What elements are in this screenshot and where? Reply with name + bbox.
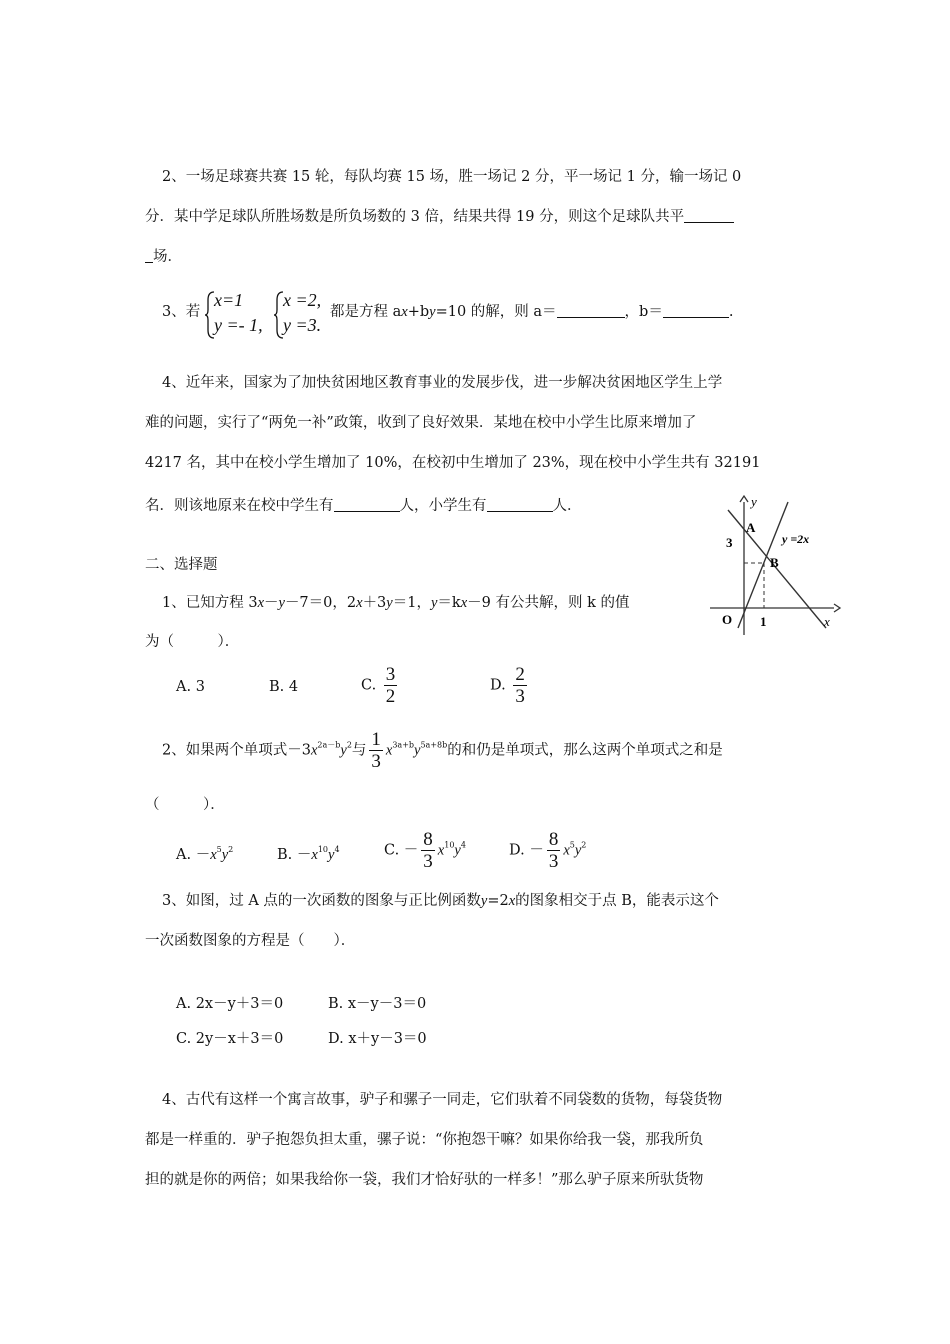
c2-option-a[interactable]: A. $-x^5y^2$: [176, 845, 234, 863]
q4-blank-2: [487, 497, 553, 512]
graph-tick-x: 1: [760, 614, 767, 629]
function-graph: [706, 490, 842, 640]
c1-option-d-label: D.: [490, 677, 506, 694]
c2-d-num: 8: [548, 829, 559, 850]
c2-exp2: 2: [346, 740, 352, 750]
c1-line1c: －7＝0，2: [284, 595, 357, 611]
c3-line1a: 3、如图，过 A 点的一次函数的图象与正比例函数: [162, 893, 481, 909]
c2-d-e2: 2: [581, 840, 587, 850]
c2-exp3: 3a+b: [392, 740, 415, 750]
q2-line3-text: 场．: [153, 249, 182, 265]
c2-d-den: 3: [548, 851, 559, 872]
c2-b-e10: 10: [317, 845, 328, 854]
c2-fraction: [369, 729, 383, 772]
c2-c-num: 8: [423, 829, 433, 850]
c1-line1g: －9 有公共解，则 k 的值: [467, 595, 630, 611]
c2-option-b-label: B. －: [277, 847, 312, 863]
q2-line2: [145, 205, 734, 226]
c3-option-c[interactable]: C. 2y－x＋3＝0: [176, 1031, 284, 1047]
c2-c-den: 3: [423, 851, 433, 872]
c1-line1b: －: [264, 595, 279, 611]
c1-option-b[interactable]: B. 4: [269, 679, 299, 695]
c3-option-d[interactable]: D. x＋y－3＝0: [328, 1031, 427, 1047]
c2-a: 2、如果两个单项式－3: [162, 742, 311, 759]
c2-exp1: 2a－b: [317, 740, 341, 750]
x-axis-arrow: [834, 604, 840, 612]
c1-d-num: 2: [515, 664, 525, 685]
c1-line1a: 1、已知方程 3: [162, 595, 258, 611]
c2-den: 3: [371, 751, 381, 772]
q4-line4a: 名．则该地原来在校中学生有: [145, 498, 334, 514]
c1-line1: 1、已知方程 3x－y－7＝0，2x＋3y＝1，y＝kx－9 有公共解，则 k 的值: [162, 595, 630, 611]
q3-end: .: [728, 304, 734, 320]
c1-line1e: ＝1，: [392, 595, 431, 611]
c2-c-e10: 10: [444, 840, 455, 850]
c1-option-d-fraction: [513, 664, 527, 707]
y-axis-arrow: [740, 496, 748, 502]
q2-line3: [145, 245, 182, 266]
c1-option-d[interactable]: [490, 664, 530, 707]
c4-line1: 4、古代有这样一个寓言故事，驴子和骡子一同走，它们驮着不同袋数的货物，每袋货物: [162, 1092, 723, 1108]
c1-option-a[interactable]: A. 3: [176, 679, 205, 695]
c2-c-fraction: [421, 829, 435, 872]
q2-blank: [684, 208, 734, 223]
q3-sys1-a: x=1: [214, 290, 244, 310]
c1-line2: 为（ ）．: [145, 634, 240, 650]
c4-line2: 都是一样重的．驴子抱怨负担太重，骡子说：“你抱怨干嘛？如果你给我一袋，那我所负: [145, 1132, 704, 1148]
c2-a-e5: 5: [216, 845, 222, 854]
c3-line1b: =2: [487, 893, 509, 909]
c2-option-c[interactable]: C. － $\frac{8}{3}$ $x^{10}y^4$: [384, 829, 466, 872]
c3-option-a[interactable]: A. 2x－y＋3＝0: [176, 996, 284, 1012]
q3-sys1-b: y =- 1,: [214, 315, 263, 335]
c2-with: 与: [351, 742, 367, 759]
q3-blank-b: [663, 303, 729, 318]
q4-line2: 难的问题，实行了“两免一补”政策，收到了良好效果．某地在校中小学生比原来增加了: [145, 415, 697, 431]
c1-line1f: ＝k: [437, 595, 461, 611]
graph-origin: O: [722, 612, 733, 627]
c2-option-d[interactable]: D. － $\frac{8}{3}$ $x^5y^2$: [509, 829, 587, 872]
c2-option-d-label: D. －: [509, 842, 544, 859]
q4-line4b: 人，小学生有: [399, 498, 487, 514]
q3-rest: 都是方程 ax+by=10 的解，则 a＝ ，b＝ .: [330, 304, 734, 320]
c3-line1: 3、如图，过 A 点的一次函数的图象与正比例函数y=2x的图象相交于点 B，能表示这个: [162, 893, 719, 909]
q3-eq2: =10 的解，则 a＝: [435, 304, 557, 320]
graph-tick-y: 3: [726, 535, 733, 550]
q3-prefix: 3、若: [162, 304, 201, 320]
c2-c-e4: 4: [460, 840, 466, 850]
q2-blank-cont: [145, 248, 153, 263]
c2-d-e5: 5: [569, 840, 575, 850]
q4-line3: 4217 名，其中在校小学生增加了 10%，在校初中生增加了 23%，现在校中小学生共有 32191: [145, 455, 761, 471]
q3-b-label: ，b＝: [624, 304, 663, 320]
c2-line2: （ ）．: [145, 797, 225, 813]
c4-line3: 担的就是你的两倍；如果我给你一袋，我们才恰好驮的一样多！”那么驴子原来所驮货物: [145, 1172, 704, 1188]
q3-eq: +b: [407, 304, 430, 320]
graph-line-label: y =2x: [782, 532, 810, 546]
q4-blank-1: [334, 497, 400, 512]
c1-d-den: 3: [515, 686, 525, 707]
graph-x-label: x: [824, 614, 830, 629]
q4-line1: 4、近年来，国家为了加快贫困地区教育事业的发展步伐，进一步解决贫困地区学生上学: [162, 375, 723, 391]
c2-d-fraction: [547, 829, 561, 872]
c3-line2: 一次函数图象的方程是（ ）．: [145, 933, 356, 949]
c3-option-b[interactable]: B. x－y－3＝0: [328, 996, 427, 1012]
c1-c-den: 2: [385, 686, 396, 707]
q2-line2-text: 分．某中学足球队所胜场数是所负场数的 3 倍，结果共得 19 分，则这个足球队共平: [145, 209, 685, 225]
q4-line4: [145, 494, 582, 515]
graph-y-label: y: [751, 494, 757, 509]
q3-sys2-a: x =2,: [283, 290, 322, 310]
c2-line1: 2、如果两个单项式$-3x^{2a-b}y^2$与 $\frac{1}{3}$ $x^{3a+b}y^{5a+8b}$的和仍是单项式，那么这两个单项式之和是: [162, 729, 723, 772]
c1-option-c-label: C.: [361, 677, 377, 694]
q3-sys2-b: y =3.: [283, 315, 322, 335]
q3-mid: 都是方程 a: [330, 304, 402, 320]
c2-a-e2: 2: [228, 845, 234, 854]
c3-line1c: 的图象相交于点 B，能表示这个: [515, 893, 719, 909]
section2-title: 二、选择题: [145, 557, 218, 573]
c2-option-a-label: A. －: [176, 847, 211, 863]
graph-point-b: B: [770, 555, 779, 570]
c2-exp4: 5a+8b: [420, 740, 448, 750]
c2-option-b[interactable]: B. $-x^{10}y^4$: [277, 845, 340, 863]
c1-option-c-fraction: [384, 664, 398, 707]
c2-num: 1: [371, 729, 381, 750]
c1-line1d: ＋3: [362, 595, 387, 611]
c2-option-c-label: C. －: [384, 842, 419, 859]
graph-point-a: A: [746, 520, 756, 535]
q4-line4c: 人．: [552, 498, 582, 514]
c2-b-e4: 4: [334, 845, 340, 854]
q3-blank-a: [557, 303, 625, 318]
q2-line1: 2、一场足球赛共赛 15 轮，每队均赛 15 场，胜一场记 2 分，平一场记 1 分，输一场记 0: [162, 169, 742, 185]
c1-option-c[interactable]: [361, 664, 400, 707]
c2-rest: 的和仍是单项式，那么这两个单项式之和是: [447, 742, 723, 759]
c1-c-num: 3: [385, 664, 396, 685]
